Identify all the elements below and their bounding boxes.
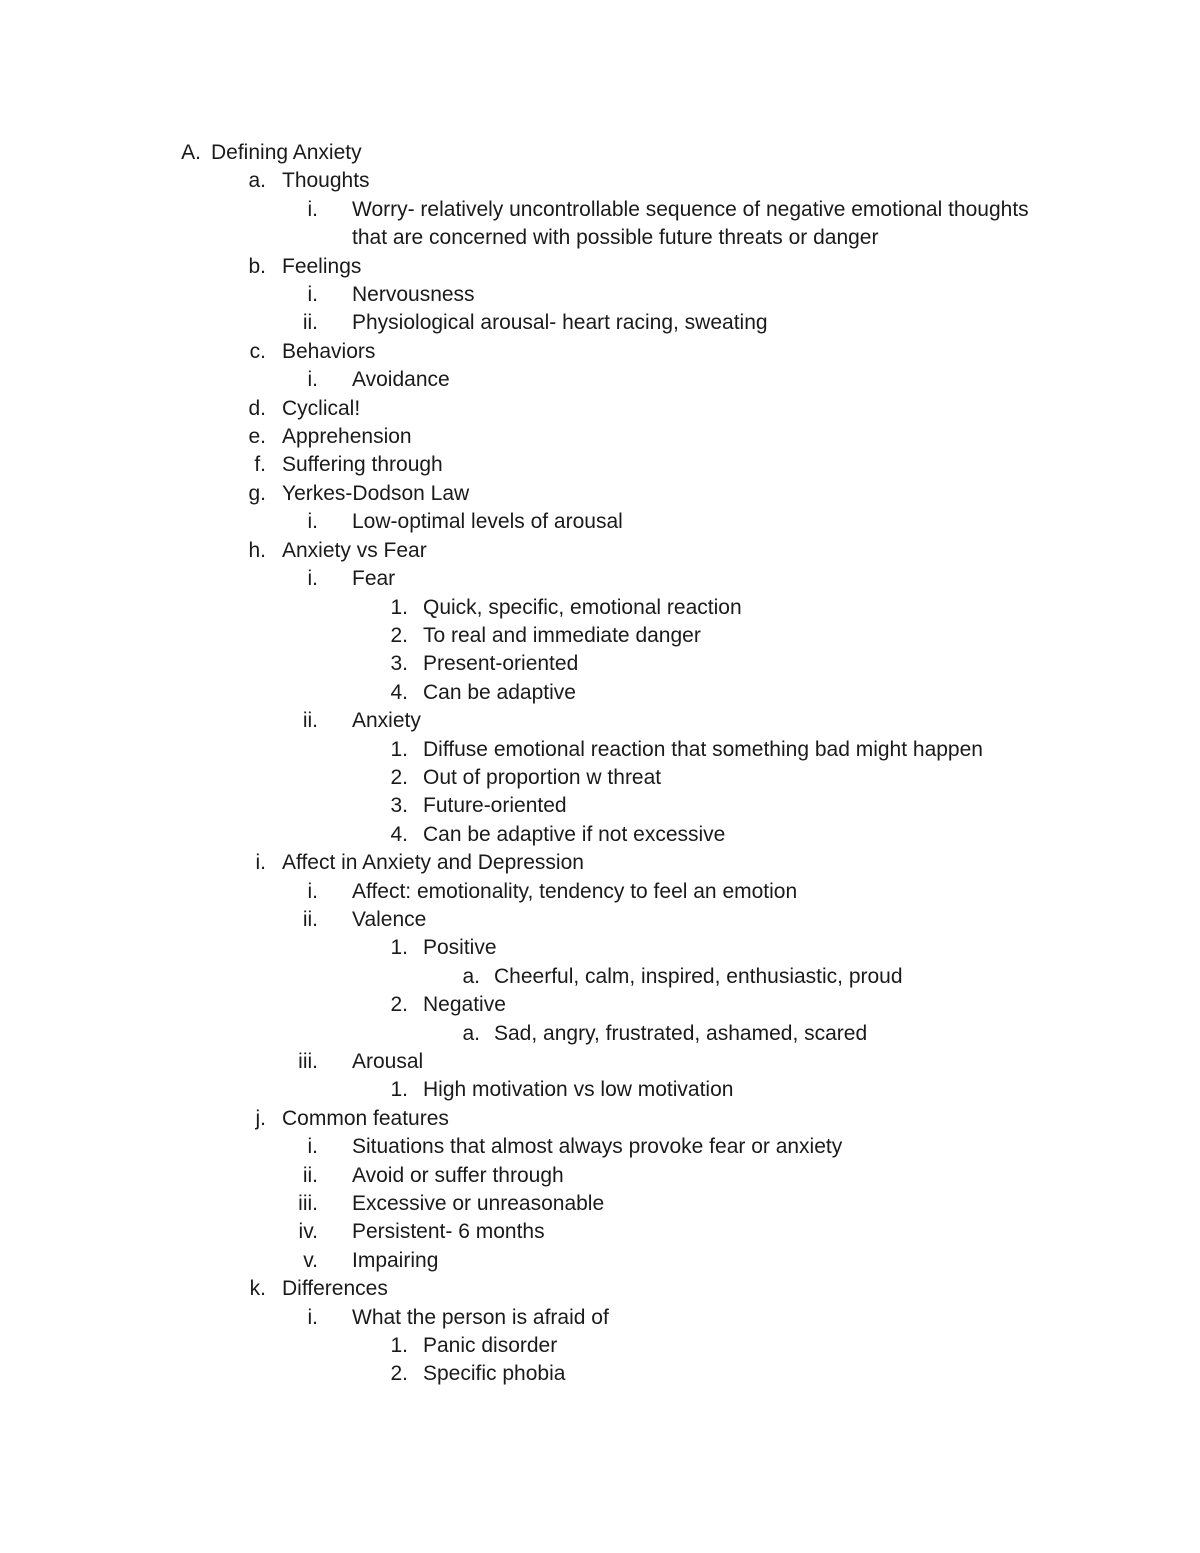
list-marker: iv. <box>298 1220 318 1244</box>
list-marker: 4. <box>390 680 408 704</box>
list-marker: i. <box>307 510 318 534</box>
outline-item-level-2 <box>0 508 1200 536</box>
list-marker: b. <box>248 254 266 278</box>
outline-item-level-3 <box>0 821 1200 849</box>
outline-item-level-2 <box>0 1247 1200 1275</box>
list-marker: ii. <box>302 1163 318 1187</box>
list-marker: 1. <box>390 1078 408 1102</box>
outline-item-level-2 <box>0 565 1200 593</box>
outline-list <box>0 139 1200 1389</box>
list-item-text: Negative <box>423 993 506 1017</box>
list-item-text: Persistent- 6 months <box>352 1220 545 1244</box>
list-marker: i. <box>255 851 266 875</box>
list-marker: 1. <box>390 936 408 960</box>
list-marker: i. <box>307 368 318 392</box>
outline-item-level-1 <box>0 1105 1200 1133</box>
list-marker: 1. <box>390 1334 408 1358</box>
outline-item-level-3 <box>0 650 1200 678</box>
list-item-text: Specific phobia <box>423 1362 566 1386</box>
outline-item-level-3 <box>0 792 1200 820</box>
list-item-text: Low-optimal levels of arousal <box>352 510 623 534</box>
list-item-text: Present-oriented <box>423 652 579 676</box>
outline-item-level-2 <box>0 1048 1200 1076</box>
outline-item-level-3 <box>0 622 1200 650</box>
list-item-text: To real and immediate danger <box>423 623 701 647</box>
outline-item-level-2 <box>0 196 1200 253</box>
outline-item-level-3 <box>0 594 1200 622</box>
outline-item-level-2 <box>0 1190 1200 1218</box>
list-marker: v. <box>303 1248 318 1272</box>
outline-item-level-3 <box>0 1076 1200 1104</box>
outline-item-level-2 <box>0 1133 1200 1161</box>
list-item-text: Positive <box>423 936 497 960</box>
list-marker: i. <box>307 283 318 307</box>
list-item-text: Thoughts <box>282 169 370 193</box>
outline-item-level-3 <box>0 679 1200 707</box>
list-marker: ii. <box>302 907 318 931</box>
list-item-text: Out of proportion w threat <box>423 765 662 789</box>
list-item-text: Nervousness <box>352 283 475 307</box>
list-marker: 2. <box>390 993 408 1017</box>
list-item-text: Valence <box>352 907 427 931</box>
list-marker: 1. <box>390 737 408 761</box>
list-item-text: Differences <box>282 1277 388 1301</box>
list-item-text: Defining Anxiety <box>211 141 362 164</box>
list-item-text: Future-oriented <box>423 794 567 818</box>
list-marker: 3. <box>390 652 408 676</box>
list-item-text: Physiological arousal- heart racing, sweating <box>352 311 768 335</box>
list-item-text: Impairing <box>352 1248 439 1272</box>
list-marker: 2. <box>390 623 408 647</box>
list-item-text: Quick, specific, emotional reaction <box>423 595 742 619</box>
list-marker: f. <box>254 453 266 477</box>
list-item-text: Common features <box>282 1106 449 1130</box>
list-marker: i. <box>307 879 318 903</box>
list-marker: 2. <box>390 1362 408 1386</box>
outline-item-level-1 <box>0 167 1200 195</box>
list-marker: a. <box>248 169 266 193</box>
outline-item-level-2 <box>0 1218 1200 1246</box>
list-marker: i. <box>307 1135 318 1159</box>
list-item-text: Cheerful, calm, inspired, enthusiastic, proud <box>494 964 903 988</box>
list-item-text: Cyclical! <box>282 396 361 420</box>
list-item-text: Situations that almost always provoke fear or anxiety <box>352 1135 843 1159</box>
list-item-text: Diffuse emotional reaction that something bad might happen <box>423 737 983 761</box>
outline-item-level-2 <box>0 1304 1200 1332</box>
list-marker: i. <box>307 197 318 221</box>
outline-item-level-4 <box>0 1020 1200 1048</box>
list-marker: iii. <box>298 1192 318 1216</box>
list-item-text: Can be adaptive <box>423 680 576 704</box>
outline-item-level-2 <box>0 281 1200 309</box>
list-marker: 2. <box>390 765 408 789</box>
list-marker: 3. <box>390 794 408 818</box>
list-item-text: High motivation vs low motivation <box>423 1078 734 1102</box>
list-item-text: Avoidance <box>352 368 450 392</box>
outline-item-level-1 <box>0 451 1200 479</box>
list-marker: iii. <box>298 1050 318 1073</box>
list-item-text: Behaviors <box>282 339 376 363</box>
outline-item-level-3 <box>0 736 1200 764</box>
outline-item-level-2 <box>0 309 1200 337</box>
list-item-text: What the person is afraid of <box>352 1305 609 1329</box>
list-marker: ii. <box>302 709 318 733</box>
list-marker: h. <box>248 538 266 562</box>
list-marker: a. <box>462 964 480 988</box>
outline-item-level-3 <box>0 991 1200 1019</box>
list-item-text: Anxiety <box>352 709 421 733</box>
list-item-text: Worry- relatively uncontrollable sequence of negative emotional thoughts that are concerned with possible future threats or danger <box>352 197 1029 250</box>
list-marker: 4. <box>390 822 408 846</box>
list-item-text: Sad, angry, frustrated, ashamed, scared <box>494 1021 868 1045</box>
outline-item-level-2 <box>0 1162 1200 1190</box>
outline-item-level-1 <box>0 1275 1200 1303</box>
outline-item-level-1 <box>0 395 1200 423</box>
list-marker: k. <box>249 1277 266 1301</box>
list-marker: c. <box>249 339 266 363</box>
outline-item-level-2 <box>0 878 1200 906</box>
list-marker: j. <box>255 1106 266 1130</box>
list-item-text: Yerkes-Dodson Law <box>282 481 470 505</box>
outline-item-level-3 <box>0 764 1200 792</box>
list-marker: i. <box>307 567 318 591</box>
list-item-text: Arousal <box>352 1050 424 1073</box>
list-marker: d. <box>248 396 266 420</box>
outline-item-level-1 <box>0 338 1200 366</box>
outline-item-level-3 <box>0 1332 1200 1360</box>
list-marker: A. <box>181 141 201 164</box>
list-item-text: Affect: emotionality, tendency to feel an emotion <box>352 879 798 903</box>
outline-item-level-1 <box>0 253 1200 281</box>
outline-item-level-0 <box>0 139 1200 167</box>
list-item-text: Fear <box>352 567 396 591</box>
outline-item-level-1 <box>0 480 1200 508</box>
outline-item-level-1 <box>0 849 1200 877</box>
list-marker: ii. <box>302 311 318 335</box>
list-item-text: Panic disorder <box>423 1334 558 1358</box>
list-marker: e. <box>248 425 266 449</box>
list-item-text: Avoid or suffer through <box>352 1163 564 1187</box>
list-item-text: Suffering through <box>282 453 443 477</box>
list-item-text: Can be adaptive if not excessive <box>423 822 726 846</box>
list-marker: a. <box>462 1021 480 1045</box>
list-item-text: Anxiety vs Fear <box>282 538 427 562</box>
outline-item-level-3 <box>0 934 1200 962</box>
outline-item-level-3 <box>0 1360 1200 1388</box>
list-item-text: Excessive or unreasonable <box>352 1192 605 1216</box>
outline-item-level-2 <box>0 906 1200 934</box>
outline-item-level-1 <box>0 423 1200 451</box>
outline-item-level-4 <box>0 963 1200 991</box>
list-item-text: Feelings <box>282 254 362 278</box>
list-item-text: Affect in Anxiety and Depression <box>282 851 584 875</box>
list-item-text: Apprehension <box>282 425 412 449</box>
list-marker: i. <box>307 1305 318 1329</box>
list-marker: 1. <box>390 595 408 619</box>
outline-item-level-1 <box>0 537 1200 565</box>
list-marker: g. <box>248 481 266 505</box>
outline-item-level-2 <box>0 707 1200 735</box>
outline-item-level-2 <box>0 366 1200 394</box>
